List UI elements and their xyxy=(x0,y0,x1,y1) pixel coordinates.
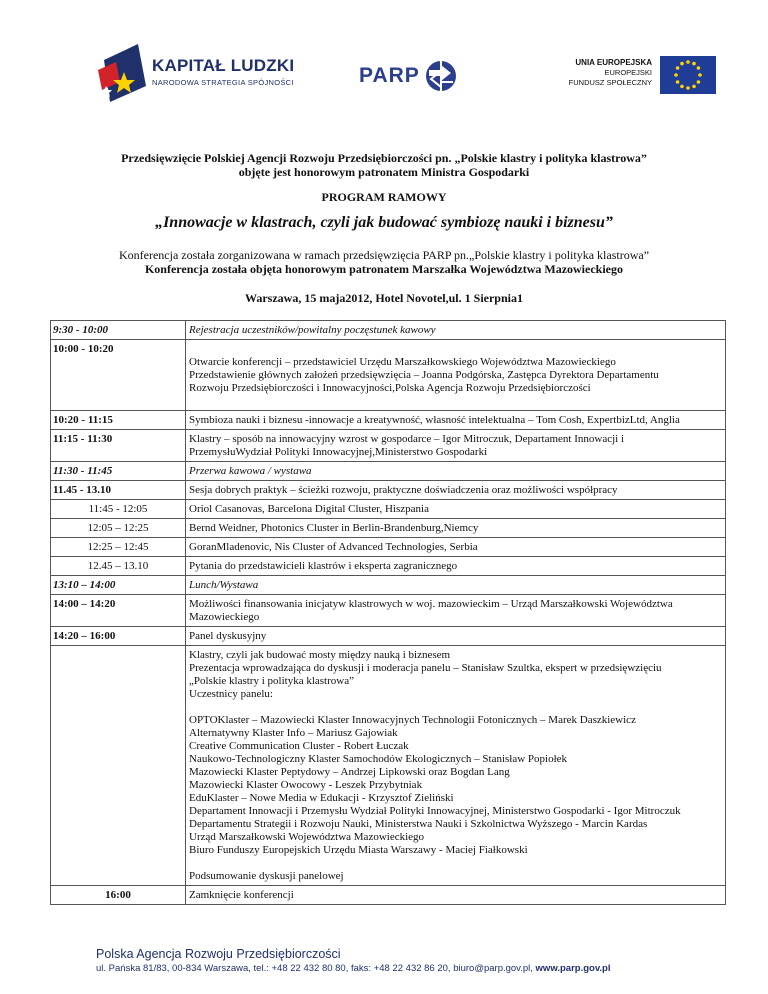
schedule-line: Mazowiecki Klaster Peptydowy – Andrzej Lipkowski oraz Bogdan Lang xyxy=(189,766,510,778)
schedule-line: Rozwoju Przedsiębiorczości i Innowacyjności,Polska Agencja Rozwoju Przedsiębiorczości xyxy=(189,382,591,394)
schedule-row xyxy=(51,500,726,519)
schedule-line: Mazowieckiego xyxy=(189,611,260,623)
schedule-line: Przedstawienie głównych założeń przedsięwzięcia – Joanna Podgórska, Zastępca Dyrektora Departamentu xyxy=(189,369,659,381)
schedule-line: GoranMladenovic, Nis Cluster of Advanced Technologies, Serbia xyxy=(189,541,478,553)
parp-logo xyxy=(359,58,469,98)
footer xyxy=(96,947,611,974)
footer-org: Polska Agencja Rozwoju Przedsiębiorczości xyxy=(96,947,341,961)
schedule-activity xyxy=(186,646,726,886)
kapital-ludzki-title: KAPITAŁ LUDZKI xyxy=(152,56,295,75)
schedule-activity xyxy=(186,595,726,627)
kapital-ludzki-subtitle: NARODOWA STRATEGIA SPÓJNOŚCI xyxy=(152,78,294,87)
schedule-line: „Polskie klastry i polityka klastrowa” xyxy=(189,675,354,687)
schedule-activity xyxy=(186,538,726,557)
patronage-line: Konferencja została objęta honorowym patronatem Marszałka Województwa Mazowieckiego xyxy=(144,262,624,276)
conference-title: „Innowacje w klastrach, czyli jak budować symbiozę nauki i biznesu” xyxy=(155,214,613,231)
schedule-row xyxy=(51,646,726,886)
schedule-line: Bernd Weidner, Photonics Cluster in Berlin-Brandenburg,Niemcy xyxy=(189,522,479,534)
schedule-row xyxy=(51,627,726,646)
schedule-line: Creative Communication Cluster - Robert Łuczak xyxy=(189,740,409,752)
schedule-line xyxy=(189,701,723,714)
kapital-ludzki-logo xyxy=(96,42,296,108)
kapital-ludzki-emblem-icon xyxy=(96,42,150,104)
conference-place: Warszawa, 15 maja2012, Hotel Novotel,ul. 1 Sierpnia1 xyxy=(245,291,523,305)
schedule-line: Zamknięcie konferencji xyxy=(189,889,294,901)
schedule-line: Klastry, czyli jak budować mosty między nauką i biznesem xyxy=(189,649,451,661)
header-logos xyxy=(96,42,716,112)
schedule-time: 12:25 – 12:45 xyxy=(51,538,186,557)
schedule-line: Rejestracja uczestników/powitalny poczęstunek kawowy xyxy=(189,324,436,336)
schedule-line: Alternatywny Klaster Info – Mariusz Gajowiak xyxy=(189,727,398,739)
schedule-line: Lunch/Wystawa xyxy=(189,579,259,591)
schedule-row xyxy=(51,576,726,595)
schedule-activity xyxy=(186,627,726,646)
schedule-line: Biuro Funduszy Europejskich Urzędu Miasta Warszawy - Maciej Fiałkowski xyxy=(189,844,528,856)
schedule-time: 12.45 – 13.10 xyxy=(51,557,186,576)
eu-flag-icon xyxy=(660,56,716,94)
footer-website-link[interactable]: www.parp.gov.pl xyxy=(535,963,611,974)
schedule-time: 11.45 - 13.10 xyxy=(51,481,186,500)
project-header-line1: Przedsięwzięcie Polskiej Agencji Rozwoju Przedsiębiorczości pn. „Polskie klastry i polityka klastrowa” xyxy=(121,151,647,165)
project-header xyxy=(0,151,768,179)
schedule-line: Uczestnicy panelu: xyxy=(189,688,273,700)
schedule-line: Otwarcie konferencji – przedstawiciel Urzędu Marszałkowskiego Województwa Mazowieckiego xyxy=(189,356,616,368)
schedule-line: Departamentu Strategii i Rozwoju Nauki, Ministerstwa Nauki i Szkolnictwa Wyższego - Marcin Kardas xyxy=(189,818,648,830)
schedule-activity xyxy=(186,430,726,462)
eu-logo xyxy=(501,56,716,96)
schedule-time: 10:20 - 11:15 xyxy=(51,411,186,430)
schedule-line: Panel dyskusyjny xyxy=(189,630,267,642)
schedule-row xyxy=(51,595,726,627)
schedule-line xyxy=(189,343,723,356)
schedule-line: Oriol Casanovas, Barcelona Digital Cluster, Hiszpania xyxy=(189,503,429,515)
eu-line1: UNIA EUROPEJSKA xyxy=(575,58,652,67)
conference-info xyxy=(0,248,768,276)
schedule-line: Klastry – sposób na innowacyjny wzrost w gospodarce – Igor Mitroczuk, Departament Innowacji i xyxy=(189,433,624,445)
schedule-line: Naukowo-Technologiczny Klaster Samochodów Ekologicznych – Stanisław Popiołek xyxy=(189,753,568,765)
schedule-time: 12:05 – 12:25 xyxy=(51,519,186,538)
schedule-row xyxy=(51,340,726,411)
schedule-time xyxy=(51,646,186,886)
schedule-activity xyxy=(186,411,726,430)
schedule-activity xyxy=(186,519,726,538)
schedule-activity xyxy=(186,340,726,411)
schedule-row xyxy=(51,538,726,557)
schedule-time: 9:30 - 10:00 xyxy=(51,321,186,340)
schedule-line: Możliwości finansowania inicjatyw klastrowych w woj. mazowieckim – Urząd Marszałkowski Województwa xyxy=(189,598,673,610)
schedule-table xyxy=(50,320,726,905)
eu-line3: FUNDUSZ SPOŁECZNY xyxy=(568,78,652,87)
schedule-time: 16:00 xyxy=(51,886,186,905)
schedule-line: OPTOKlaster – Mazowiecki Klaster Innowacyjnych Technologii Fotonicznych – Marek Daszkiewicz xyxy=(189,714,636,726)
schedule-line: Prezentacja wprowadzająca do dyskusji i moderacja panelu – Stanisław Szultka, ekspert w przedsięwzięciu xyxy=(189,662,662,674)
schedule-line: EduKlaster – Nowe Media w Edukacji - Krzysztof Zieliński xyxy=(189,792,454,804)
schedule-line: Departament Innowacji i Przemysłu Wydział Polityki Innowacyjnej, Ministerstwo Gospodarki - Igor Mitroczuk xyxy=(189,805,681,817)
schedule-row xyxy=(51,557,726,576)
parp-arrows-icon xyxy=(425,58,457,94)
schedule-line xyxy=(189,395,723,408)
schedule-line: Sesja dobrych praktyk – ścieżki rozwoju, praktyczne doświadczenia oraz możliwości współpracy xyxy=(189,484,618,496)
schedule-activity xyxy=(186,557,726,576)
schedule-row xyxy=(51,321,726,340)
eu-line2: EUROPEJSKI xyxy=(604,68,652,77)
program-heading: PROGRAM RAMOWY xyxy=(321,190,447,204)
schedule-activity xyxy=(186,500,726,519)
schedule-activity xyxy=(186,462,726,481)
schedule-line: Urząd Marszałkowski Województwa Mazowieckiego xyxy=(189,831,425,843)
schedule-row xyxy=(51,519,726,538)
schedule-line: Symbioza nauki i biznesu -innowacje a kreatywność, własność intelektualna – Tom Cosh, ExpertbizLtd, Anglia xyxy=(189,414,680,426)
schedule-line: Podsumowanie dyskusji panelowej xyxy=(189,870,344,882)
schedule-activity xyxy=(186,576,726,595)
schedule-line: Mazowiecki Klaster Owocowy - Leszek Przybytniak xyxy=(189,779,423,791)
schedule-time: 11:15 - 11:30 xyxy=(51,430,186,462)
organization-line: Konferencja została zorganizowana w ramach przedsięwzięcia PARP pn.„Polskie klastry i polityka klastrowa” xyxy=(118,248,650,262)
schedule-row xyxy=(51,411,726,430)
schedule-activity xyxy=(186,481,726,500)
schedule-line xyxy=(189,857,723,870)
schedule-time: 11:45 - 12:05 xyxy=(51,500,186,519)
footer-contact: ul. Pańska 81/83, 00-834 Warszawa, tel.: +48 22 432 80 80, faks: +48 22 432 86 20, biuro@parp.gov.pl, xyxy=(96,963,533,974)
schedule-line: Przerwa kawowa / wystawa xyxy=(189,465,312,477)
schedule-activity xyxy=(186,321,726,340)
schedule-time: 10:00 - 10:20 xyxy=(51,340,186,411)
project-header-line2: objęte jest honorowym patronatem Ministra Gospodarki xyxy=(238,165,530,179)
schedule-line: PrzemysłuWydział Polityki Innowacyjnej,Ministerstwo Gospodarki xyxy=(189,446,488,458)
schedule-row xyxy=(51,481,726,500)
schedule-row xyxy=(51,430,726,462)
schedule-time: 11:30 - 11:45 xyxy=(51,462,186,481)
schedule-line: Pytania do przedstawicieli klastrów i eksperta zagranicznego xyxy=(189,560,458,572)
schedule-time: 14:00 – 14:20 xyxy=(51,595,186,627)
schedule-row xyxy=(51,886,726,905)
schedule-activity xyxy=(186,886,726,905)
parp-wordmark: PARP xyxy=(359,64,420,87)
schedule-time: 14:20 – 16:00 xyxy=(51,627,186,646)
schedule-row xyxy=(51,462,726,481)
schedule-time: 13:10 – 14:00 xyxy=(51,576,186,595)
footer-address xyxy=(96,963,611,974)
